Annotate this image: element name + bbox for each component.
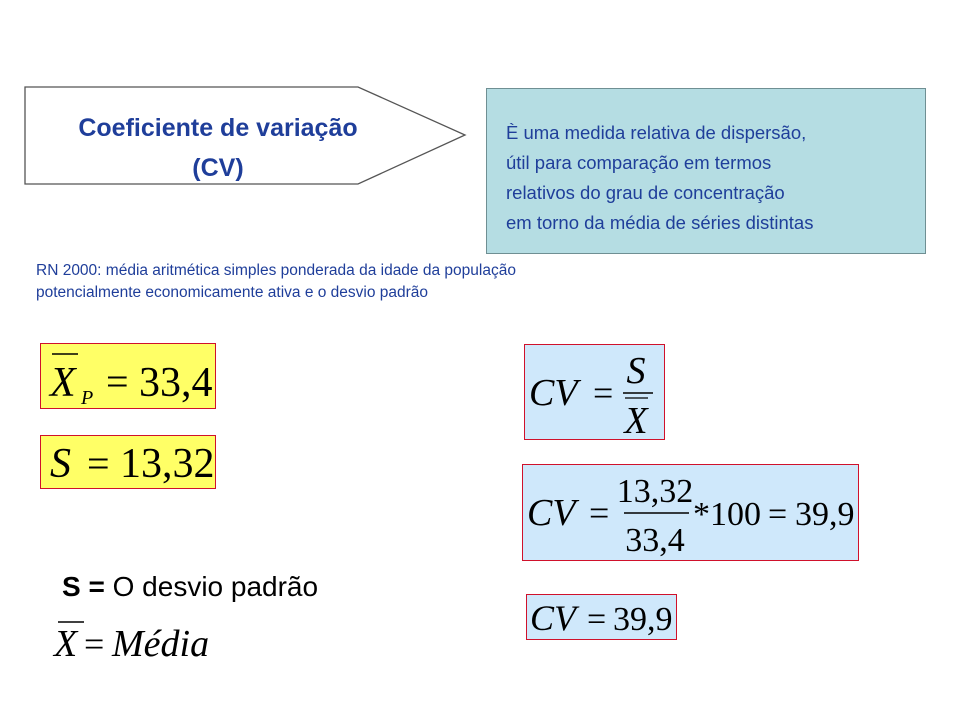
mean-value: 33,4 [139, 360, 213, 406]
cv-def-denominator: X [624, 400, 648, 442]
definition-line: È uma medida relativa de dispersão, [506, 122, 807, 143]
mean-legend-text: Média [112, 623, 210, 662]
std-symbol: S [50, 441, 71, 487]
std-legend [62, 571, 318, 603]
mean-formula-box [40, 343, 216, 409]
cv-calculation-formula [523, 465, 860, 562]
mean-formula [41, 344, 217, 410]
cv-result-formula [527, 595, 678, 641]
mean-legend [50, 616, 230, 662]
cv-result-value: 39,9 [613, 601, 673, 638]
rn-2000-note [36, 260, 516, 304]
cv-result-equals: = [587, 601, 607, 638]
cv-def-numerator: S [626, 350, 646, 392]
title-line-1: Coeficiente de variação [78, 114, 358, 142]
std-value: 13,32 [120, 441, 215, 487]
mean-symbol: X [50, 360, 76, 406]
cv-def-lhs: CV [529, 372, 578, 414]
cv-result-lhs: CV [530, 598, 577, 638]
cv-calc-numerator: 13,32 [616, 473, 694, 510]
cv-result-box [526, 594, 677, 640]
cv-calc-equals: = [589, 493, 610, 533]
definition-line: em torno da média de séries distintas [506, 212, 814, 233]
cv-calc-multiplier: *100 [693, 496, 761, 533]
std-equals: = [87, 441, 110, 486]
mean-equals: = [106, 359, 129, 404]
title-line-2: (CV) [192, 154, 244, 182]
cv-calculation-box [522, 464, 859, 561]
definition-line: relativos do grau de concentração [506, 182, 785, 203]
note-line-2: potencialmente economicamente ativa e o desvio padrão [36, 284, 429, 301]
cv-definition-formula [525, 345, 666, 441]
std-legend-equals: = [88, 571, 105, 602]
definition-box [486, 88, 926, 254]
cv-def-equals: = [593, 373, 614, 413]
std-formula [41, 436, 217, 490]
cv-calc-result: 39,9 [795, 496, 855, 533]
mean-legend-symbol: X [54, 623, 78, 662]
mean-subscript: P [81, 387, 94, 409]
cv-calc-lhs: CV [527, 492, 576, 534]
mean-legend-equals: = [84, 624, 105, 662]
cv-calc-equals-2: = [768, 496, 788, 533]
std-formula-box [40, 435, 216, 489]
definition-line: útil para comparação em termos [506, 152, 772, 173]
std-legend-symbol: S [62, 571, 81, 602]
page-title [24, 108, 412, 188]
cv-definition-box [524, 344, 665, 440]
note-line-1: RN 2000: média aritmética simples ponderada da idade da população [36, 262, 516, 279]
cv-calc-denominator: 33,4 [625, 522, 685, 559]
std-legend-text: O desvio padrão [112, 571, 319, 602]
